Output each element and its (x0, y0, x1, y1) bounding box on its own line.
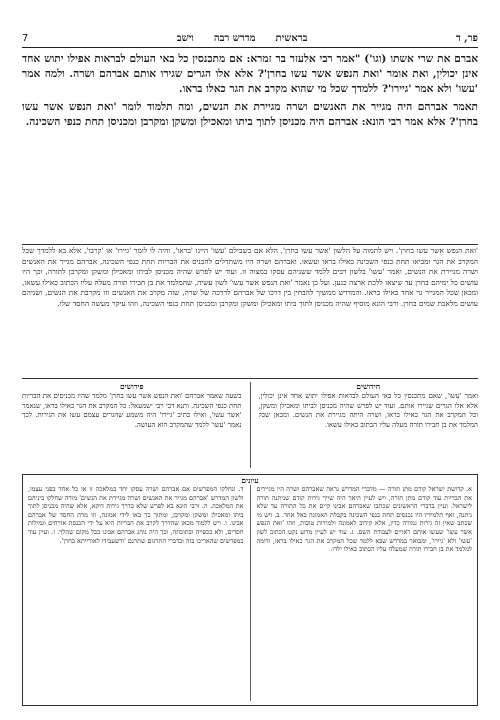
column-divider (250, 382, 251, 468)
left-column (22, 382, 242, 468)
notes-columns (28, 485, 472, 701)
header-rule (22, 47, 478, 48)
book-title: בראשית (275, 32, 308, 44)
right-column (259, 382, 479, 468)
left-column-title: פירושים (119, 382, 144, 391)
section-divider (22, 378, 478, 379)
section-divider (22, 244, 478, 245)
left-column-text: בשעה שאמר אברהם 'ואת הנפש אשר עשו בחרן' מלמד שהיו מכניסים את הבריות תחת כנפי השכינה. ותנא דבי רבי ישמעאל: כל המקרב את הגר כאילו בראו, שנאמר 'אשר עשו', ואילו כתיב 'גיירו' היה משמע שהגרים עצמם עשו את הגירות. לכך נאמר 'עשו' ללמד שהמקרב הוא העושה. (22, 392, 242, 429)
midrash-paragraph: אברם את שרי אשתו (וגו') "אמר רבי אלעזר בר זמרא: אם מתכנסין כל באי העולם לבראות אפילו יתוש אחד אינן יכולין, ואת אומר 'ואת הנפש אשר עשו בחרן'? אלא אלו הגרים שגירו אותם אברהם ושרה. ולמה אמר 'עשו' ולא אמר 'גיירו'? ללמדך שכל מי שהוא מקרב את הגר כאלו בראו. (22, 53, 478, 96)
parasha-title: וישב (176, 32, 194, 44)
two-column-commentary (22, 382, 478, 468)
work-title: מדרש רבה (213, 32, 256, 44)
page-number: 7 (22, 32, 29, 44)
notes-left-column: ד. ונחלקו המפרשים אם אברהם ושרה עסקו יחד במלאכה זו או כל אחד בפני עצמו, ולשון המדרש 'אברהם מגייר את האנשים ושרה מגיירת את הנשים' מורה שחלקו ביניהם את המלאכה. ה. ורבי הונא בא לפרש שלא בדרך גירות דוקא, אלא שהיה מכניסן לתוך ביתו ומאכילן ומשקן ומקרבן, ומתוך כך באו לידי אמונה, וזו מדת החסד של אברהם אבינו. ו. ויש ללמוד מכאן שהדרך לקרב את הבריות היא על ידי הכנסת אורחים וגמילות חסדים, ולא בכפייה ובתוכחה, וכך היה נוהג אברהם אבינו בכל מקום שהלך. ז. ועיין עוד במפרשים שהאריכו בזה ובדברי התרגום שתרגם 'ודשעבידו לאורייתא בחרן'. (28, 485, 244, 545)
notes-right-column: א. קדושת ישראל קודם מתן תורה — מדברי המדרש נראה שאברהם ושרה היו מגיירים את הבריות עוד קודם מתן תורה, ויש לעיין היאך היה שייך גירות קודם שניתנה תורה לישראל. ועיין בדברי הראשונים שכתבו שאברהם אבינו קיים את כל התורה עד שלא ניתנה, ואף תלמידיו היו נכנסים תחת כנפי השכינה בקבלת האמונה באל אחד. ב. ויש מי שכתב שאין זה גירות גמורה כדין, אלא קירוב לאמונה ולמידות טובות, וזהו 'ואת הנפש אשר עשו' שעשו אותם ראויים לעבודת השם. ג. עוד יש לעיין מדוע נקט הכתוב לשון 'עשו' ולא 'גיירו', ומבואר במדרש שבא ללמד שכל המקרב את הגר כאילו בראו, ודומה למלמד את בן חבירו תורה שמעלה עליו הכתוב כאילו ילדו. (256, 485, 472, 554)
right-column-title: חידושים (356, 382, 381, 391)
notes-divider (250, 485, 251, 701)
notes-title: עיונים (241, 476, 259, 485)
midrash-text (22, 52, 478, 242)
notes-box (22, 474, 478, 706)
commentary-block: 'ואת הנפש אשר עשו בחרן'. ויש לתמוה על הלשון 'אשר עשו בחרן', הלא אם בשבילם 'עשו' היינו 'בראו', והיה לו לומר 'גיירו' או 'קרבו', אלא בא ללמדך שכל המקרב את הגר ומביאו תחת כנפי השכינה כאילו בראו ועשאו. ואברהם ושרה היו משתדלים להכניס את הבריות תחת כנפי השכינה, אברהם מגייר את האנשים ושרה מגיירת את הנשים, ואמר 'עשו' בלשון רבים ללמד ששניהם עסקו במצוה זו. ועוד יש לפרש שהיה מכניסן לביתו ומאכילן ומשקן ומקרבן לתורה, וכך היו עושים כל ימיהם בחרן עד שיצאו ללכת ארצה כנען. ועל כן נאמר 'ואת הנפש אשר עשו' לשון עשיה, שהמלמד את בן חבירו תורה מעלה עליו הכתוב כאילו עשאו, ומכאן שכל המגייר גר אחד כאילו בראו. והמדרש ממשיך להבחין בין דרכו של אברהם לדרכה של שרה, שזה מקרב את האנשים וזו מקרבת את הנשים, ושניהם עושים מלאכת שמים בחרן. ורבי הונא מוסיף שהיה מכניסן לתוך ביתו ומאכילן ומשקן ומקרבן ומכניסן תחת כנפי השכינה, וזהו עיקר מעשה החסד שלו. (22, 246, 478, 308)
running-header (22, 30, 478, 46)
midrash-paragraph: תאמר אברהם היה מגייר את האנשים ושרה מגיירת את הנשים, ומה תלמוד לומר 'ואת הנפש אשר עשו בחרן'? אלא אמר רבי הונא: אברהם היה מכניסן לתוך ביתו ומאכילן ומשקן ומקרבן ומכניסן תחת כנפי השכינה. (22, 100, 478, 128)
header-titles (177, 33, 308, 44)
right-column-text: ואמר 'עשו', שאם מתכנסין כל באי העולם לבראות אפילו יתוש אחד אינן יכולין, אלא אלו הגרים שגיירו אותם. ועוד יש לפרש שהיה מכניסן לביתו ומאכילן ומשקן, וכל המקרב את הגר כאילו בראו, ושרה היתה מגיירת את הנשים. ומכאן שכל המלמד את בן חבירו תורה מעלה עליו הכתוב כאילו עשאו. (258, 392, 478, 429)
chapter-reference: פר, ד (455, 32, 478, 44)
